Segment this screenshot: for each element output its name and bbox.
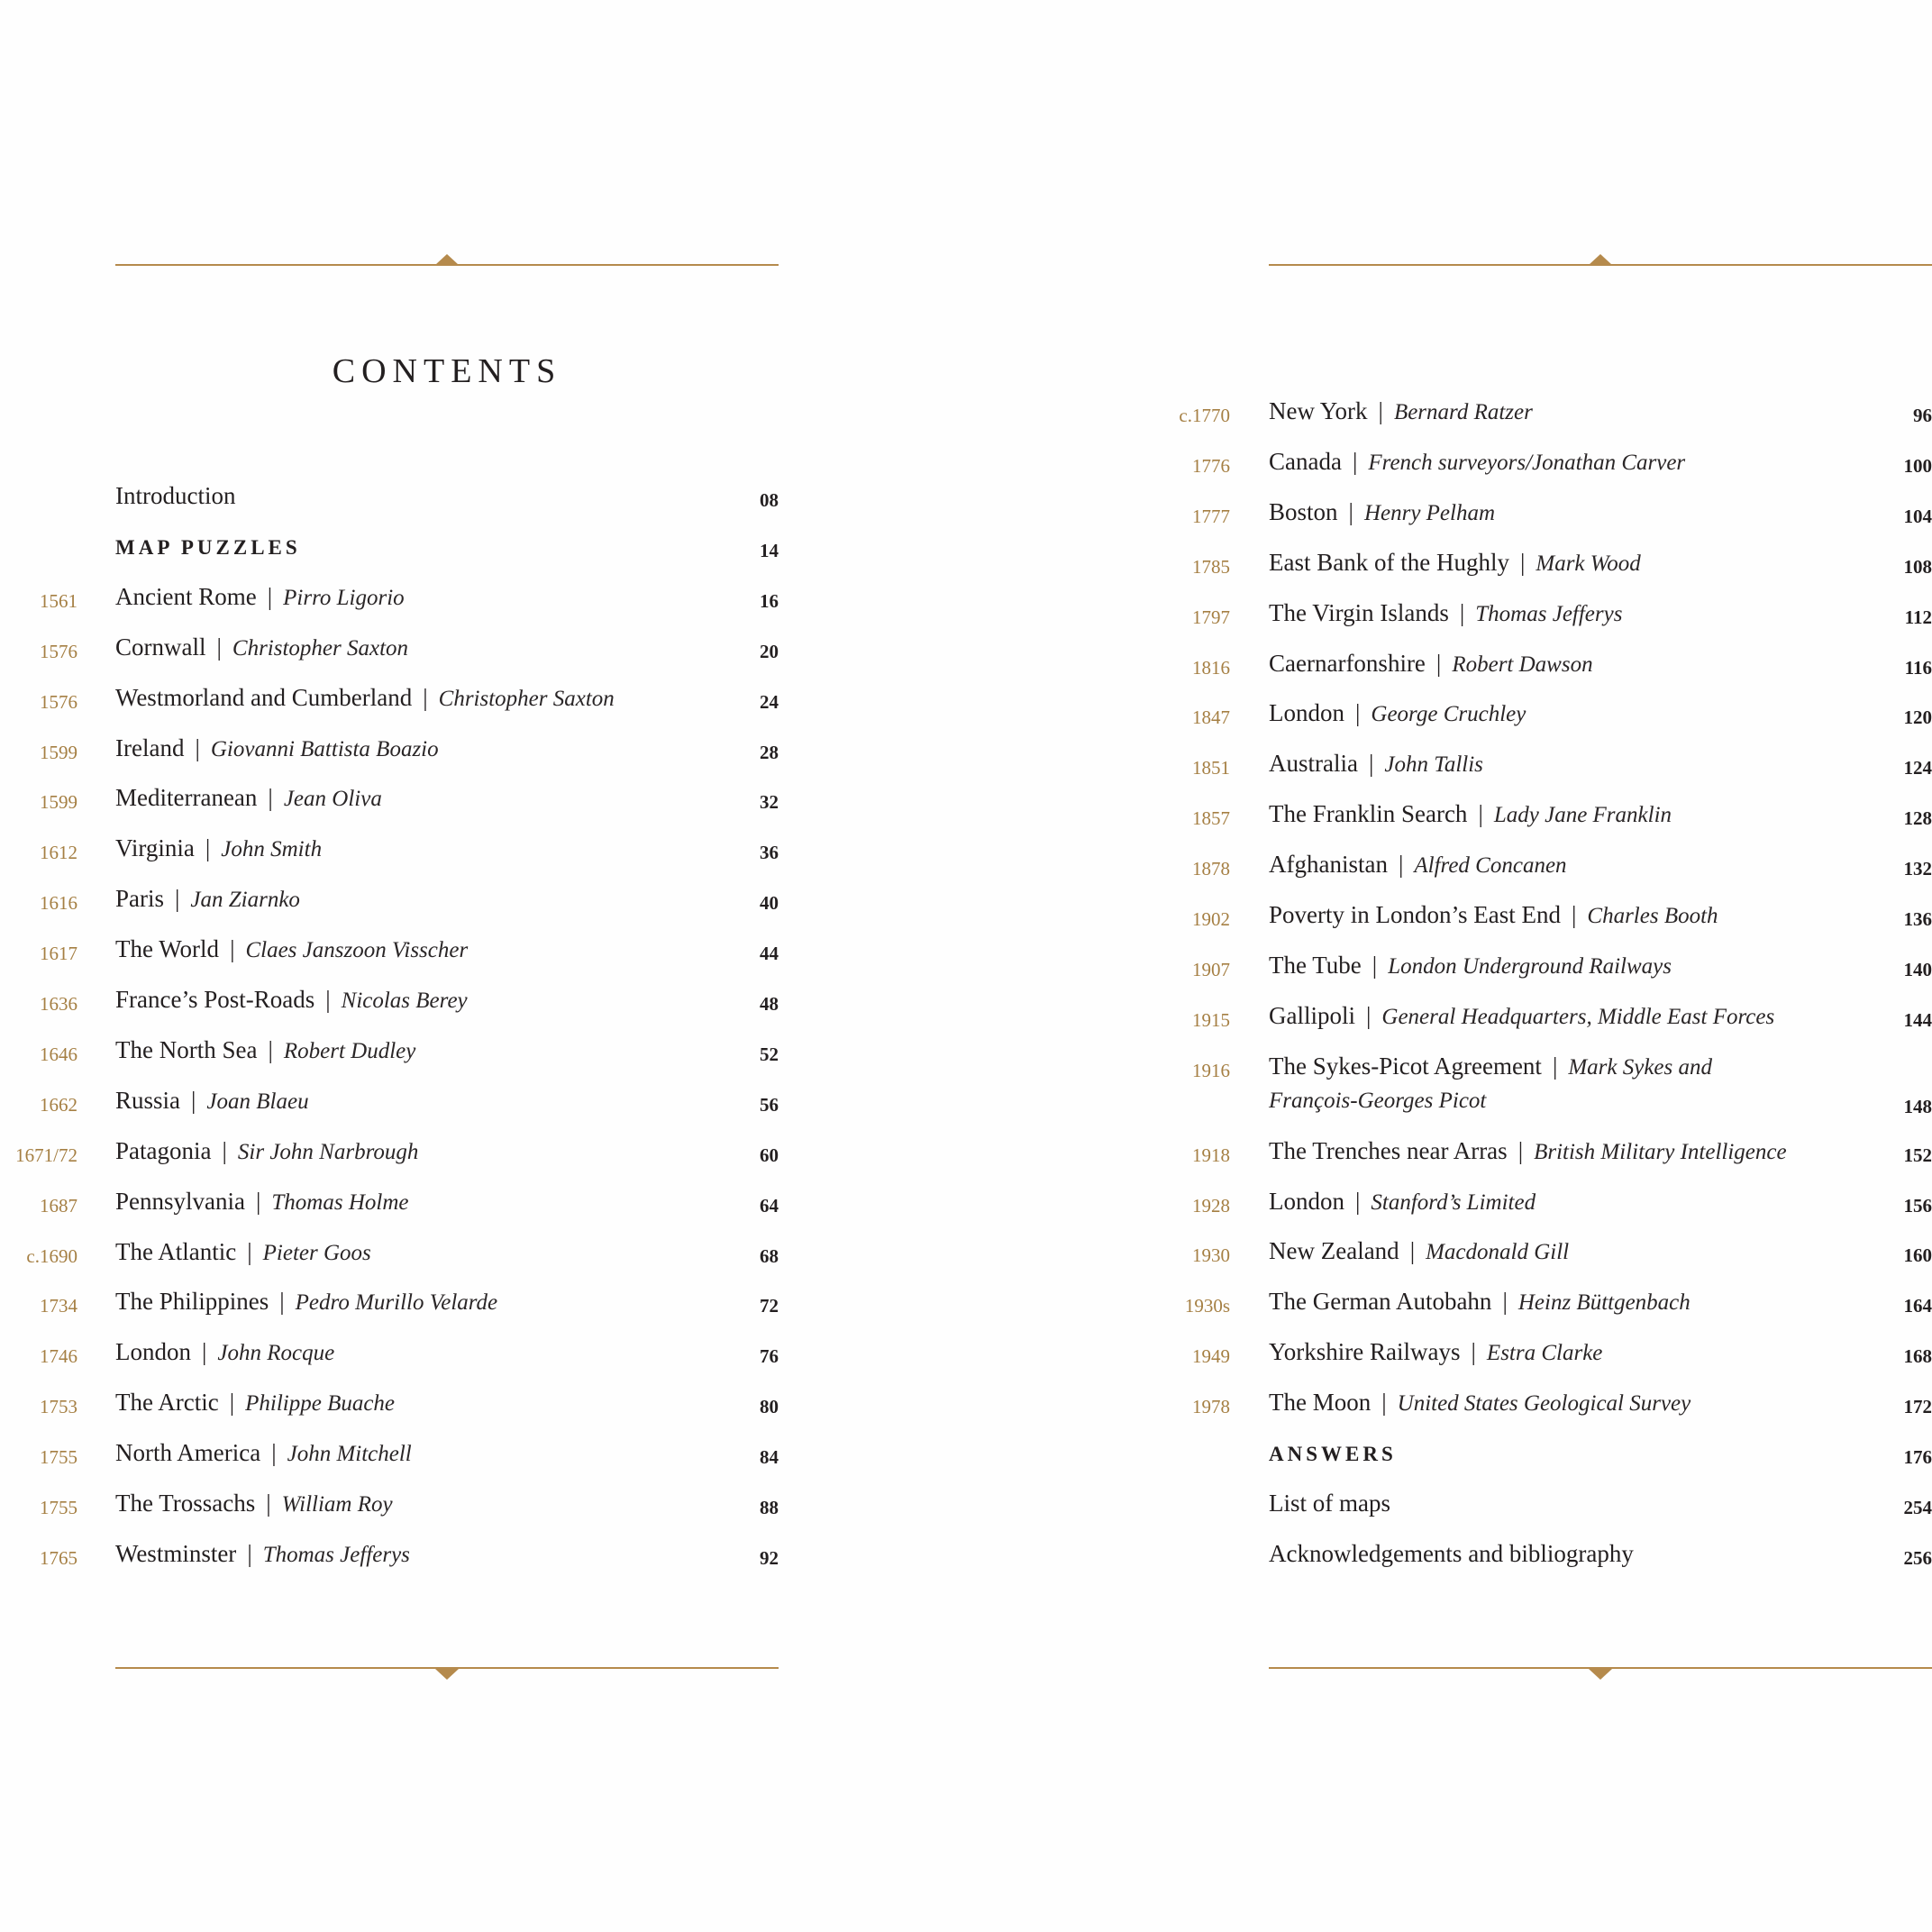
toc-right-list [966,397,1932,1587]
toc-entry[interactable] [0,1238,786,1289]
entry-author: Bernard Ratzer [1393,400,1533,424]
entry-author: London Underground Railways [1388,953,1672,979]
entry-year: 1612 [40,842,77,864]
entry-page-number: 140 [1903,958,1932,980]
entry-page-number: 124 [1903,757,1932,779]
entry-year: 1816 [1192,656,1230,679]
entry-year: c.1770 [1179,405,1230,426]
entry-separator: | [267,582,273,610]
right-page [966,0,1932,1932]
entry-page-number: 128 [1903,807,1932,830]
entry-page-number: 120 [1903,706,1932,729]
entry-author: Heinz Büttgenbach [1517,1290,1690,1316]
entry-separator: | [1355,699,1361,727]
entry-page-number: 24 [760,690,779,713]
entry-year: 1915 [1192,1008,1230,1031]
entry-place: Patagonia [115,1136,212,1164]
entry-separator: | [266,1490,271,1517]
entry-year: 1755 [40,1497,77,1518]
toc-entry[interactable] [966,397,1932,448]
entry-year: 1776 [1192,454,1230,477]
entry-page-number: 152 [1903,1144,1932,1166]
entry-author: Philippe Buache [245,1391,396,1417]
entry-page-number: 176 [1903,1446,1932,1468]
entry-page-number: 104 [1903,505,1932,527]
entry-page-number: 156 [1903,1194,1932,1217]
entry-author: Christopher Saxton [438,686,615,711]
entry-year: 1576 [40,690,77,713]
entry-page-number: 148 [1903,1095,1932,1117]
entry-separator: | [202,1338,207,1366]
entry-place: Australia [1269,750,1358,778]
entry-year: 1576 [40,640,77,662]
entry-place: New Zealand [1269,1237,1399,1265]
toc-entry[interactable] [0,935,786,986]
entry-separator: | [1435,649,1442,677]
entry-page-number: 254 [1903,1496,1932,1518]
entry-place: The Moon [1269,1389,1372,1417]
entry-place: East Bank of the Hughly [1269,548,1509,576]
bottom-ornament-left [435,1669,459,1680]
entry-author: General Headquarters, Middle East Forces [1381,1004,1775,1029]
entry-place: The Sykes-Picot Agreement [1269,1052,1542,1080]
top-ornament-left [435,254,459,265]
entry-place: Paris [115,885,164,913]
entry-separator: | [191,1086,196,1114]
entry-year: 1902 [1192,908,1230,930]
entry-separator: | [175,885,180,913]
entry-place: Ancient Rome [115,582,257,610]
entry-separator: | [1398,851,1404,879]
entry-place: London [1269,699,1344,727]
entry-place: Virginia [115,834,195,862]
toc-entry[interactable] [966,1237,1932,1288]
toc-entry[interactable] [0,1338,786,1389]
entry-author: Alfred Concanen [1414,853,1567,879]
entry-year: 1599 [40,741,77,763]
entry-year: 1949 [1192,1345,1230,1368]
entry-year: 1930s [1184,1295,1230,1317]
toc-entry[interactable] [966,448,1932,498]
entry-page-number: 136 [1903,908,1932,930]
entry-year: 1847 [1192,706,1230,729]
entry-author: Macdonald Gill [1426,1240,1570,1265]
entry-author: Lady Jane Franklin [1493,803,1672,828]
entry-page-number: 172 [1903,1396,1932,1418]
entry-year: 1785 [1192,555,1230,578]
entry-separator: | [1571,901,1577,928]
entry-separator: | [423,683,428,711]
entry-page-number: 88 [760,1497,779,1518]
entry-separator: | [1552,1052,1558,1080]
entry-title: Acknowledgements and bibliography [1269,1539,1634,1567]
entry-author: Joan Blaeu [206,1089,309,1114]
entry-place: The Franklin Search [1269,800,1468,828]
entry-author: Pieter Goos [262,1240,371,1265]
entry-year: 1616 [40,892,77,915]
entry-year: 1918 [1192,1144,1230,1166]
entry-author: Mark Wood [1536,551,1641,576]
entry-author: Charles Booth [1587,904,1718,928]
entry-author: United States Geological Survey [1397,1391,1691,1417]
toc-entry[interactable] [0,583,786,633]
entry-author: French surveyors/Jonathan Carver [1368,450,1686,475]
toc-entry[interactable] [966,1439,1932,1490]
entry-author: John Mitchell [287,1442,412,1467]
entry-place: The Virgin Islands [1269,598,1449,626]
entry-year: 1755 [40,1446,77,1469]
toc-entry[interactable] [0,784,786,834]
entry-year: 1671/72 [15,1144,77,1166]
entry-page-number: 14 [760,539,779,561]
entry-title: List of maps [1269,1489,1390,1517]
entry-year: c.1690 [26,1244,77,1267]
entry-year: 1662 [40,1093,77,1116]
entry-page-number: 28 [760,741,779,763]
entry-separator: | [1502,1288,1508,1316]
entry-place: Poverty in London’s East End [1269,901,1561,928]
entry-place: Mediterranean [115,784,258,812]
entry-place: The Trenches near Arras [1269,1136,1508,1164]
entry-author: Mark Sykes and [1568,1054,1713,1080]
entry-author: Christopher Saxton [232,635,409,661]
entry-separator: | [271,1439,277,1467]
entry-separator: | [1381,1389,1387,1417]
entry-author: Pedro Murillo Velarde [295,1290,498,1316]
entry-separator: | [1372,951,1378,979]
entry-author: George Cruchley [1371,702,1526,727]
entry-page-number: 108 [1903,555,1932,578]
entry-place: The Trossachs [115,1490,256,1517]
entry-place: London [1269,1187,1344,1215]
toc-entry[interactable] [0,1137,786,1188]
toc-entry[interactable] [966,1490,1932,1540]
entry-separator: | [1366,1001,1372,1029]
entry-author: Giovanni Battista Boazio [210,736,439,761]
entry-separator: | [216,633,222,661]
entry-place: The World [115,935,220,963]
toc-entry[interactable] [966,1338,1932,1389]
toc-entry[interactable] [0,1188,786,1238]
entry-year: 1916 [1192,1059,1230,1081]
entry-author: Henry Pelham [1363,500,1496,525]
entry-year: 1928 [1192,1194,1230,1217]
entry-year: 1878 [1192,858,1230,880]
toc-entry[interactable] [966,1052,1932,1117]
entry-place: London [115,1338,191,1366]
entry-separator: | [268,1035,273,1063]
entry-page-number: 20 [760,640,779,662]
entry-author: John Rocque [217,1341,335,1366]
entry-year: 1734 [40,1295,77,1317]
entry-year: 1857 [1192,807,1230,830]
entry-page-number: 160 [1903,1244,1932,1267]
toc-entry[interactable] [0,533,786,583]
toc-entry[interactable] [966,1540,1932,1590]
entry-page-number: 16 [760,589,779,612]
entry-separator: | [195,734,200,761]
entry-place: The German Autobahn [1269,1288,1492,1316]
entry-year: 1907 [1192,958,1230,980]
entry-author: William Roy [281,1492,393,1517]
entry-place: The Tube [1269,951,1362,979]
toc-entry[interactable] [0,885,786,935]
toc-entry[interactable] [0,834,786,885]
entry-place: Boston [1269,497,1338,525]
entry-place: The Atlantic [115,1237,237,1265]
entry-year: 1765 [40,1546,77,1569]
entry-separator: | [1517,1136,1524,1164]
entry-place: Afghanistan [1269,851,1388,879]
entry-place: Russia [115,1086,181,1114]
page-title: CONTENTS [332,352,562,390]
entry-title: Introduction [115,482,236,509]
entry-page-number: 68 [760,1244,779,1267]
entry-author: Robert Dudley [283,1038,416,1063]
entry-separator: | [1355,1187,1361,1215]
entry-place: Westminster [115,1539,237,1567]
entry-separator: | [1352,447,1358,475]
toc-entry[interactable] [966,952,1932,1002]
entry-year: 1851 [1192,757,1230,779]
entry-page-number: 112 [1904,606,1932,628]
entry-year: 1930 [1192,1244,1230,1267]
entry-year: 1777 [1192,505,1230,527]
entry-separator: | [1459,598,1465,626]
entry-page-number: 40 [760,892,779,915]
entry-year: 1687 [40,1194,77,1217]
toc-entry[interactable] [966,750,1932,800]
entry-separator: | [1519,548,1526,576]
entry-year: 1646 [40,1043,77,1065]
entry-separator: | [222,1136,227,1164]
toc-entry[interactable] [966,851,1932,901]
entry-author-continued: François-Georges Picot [1269,1088,1487,1113]
entry-separator: | [1378,397,1383,424]
entry-author: Nicolas Berey [341,989,468,1013]
entry-page-number: 100 [1903,454,1932,477]
toc-entry[interactable] [966,901,1932,952]
entry-author: Thomas Jefferys [262,1542,410,1567]
entry-place: The Arctic [115,1389,219,1417]
entry-separator: | [1409,1237,1416,1265]
toc-entry[interactable] [0,1439,786,1490]
entry-year: 1753 [40,1396,77,1418]
toc-entry[interactable] [0,1540,786,1590]
entry-place: The Philippines [115,1288,269,1316]
entry-separator: | [1368,750,1374,778]
entry-author: Thomas Holme [271,1189,409,1215]
toc-entry[interactable] [966,699,1932,750]
entry-separator: | [247,1237,252,1265]
entry-author: Sir John Narbrough [237,1139,419,1164]
entry-page-number: 256 [1903,1546,1932,1569]
entry-page-number: 36 [760,842,779,864]
entry-year: 1636 [40,993,77,1015]
toc-entry[interactable] [0,633,786,684]
entry-page-number: 56 [760,1093,779,1116]
toc-entry[interactable] [966,800,1932,851]
entry-year: 1561 [40,589,77,612]
entry-place: Pennsylvania [115,1187,245,1215]
entry-author: Claes Janszoon Visscher [245,938,469,963]
entry-page-number: 72 [760,1295,779,1317]
entry-page-number: 168 [1903,1345,1932,1368]
entry-place: Canada [1269,447,1342,475]
entry-separator: | [230,935,235,963]
entry-place: New York [1269,397,1368,424]
toc-entry[interactable] [966,650,1932,700]
toc-entry[interactable] [0,684,786,734]
entry-author: Jan Ziarnko [190,888,300,913]
entry-separator: | [1348,497,1353,525]
entry-author: Pirro Ligorio [283,585,405,610]
toc-left-list [0,482,786,1581]
entry-page-number: 164 [1903,1295,1932,1317]
entry-place: The North Sea [115,1035,258,1063]
entry-year: 1978 [1192,1396,1230,1418]
top-ornament-right [1589,254,1612,265]
entry-place: Westmorland and Cumberland [115,683,413,711]
entry-page-number: 32 [760,791,779,814]
entry-year: 1746 [40,1345,77,1368]
entry-year: 1599 [40,791,77,814]
entry-page-number: 52 [760,1043,779,1065]
entry-page-number: 80 [760,1396,779,1418]
entry-place: Yorkshire Railways [1269,1338,1461,1366]
entry-place: Gallipoli [1269,1001,1355,1029]
toc-entry[interactable] [966,1137,1932,1188]
entry-page-number: 60 [760,1144,779,1166]
entry-author: John Tallis [1384,752,1483,778]
entry-separator: | [279,1288,285,1316]
entry-separator: | [205,834,211,862]
entry-place: France’s Post-Roads [115,986,315,1013]
toc-entry[interactable] [966,1389,1932,1439]
entry-separator: | [255,1187,261,1215]
entry-place: North America [115,1439,261,1467]
entry-title: MAP PUZZLES [115,535,301,559]
entry-separator: | [247,1539,252,1567]
entry-place: Caernarfonshire [1269,649,1426,677]
toc-entry[interactable] [966,1002,1932,1053]
entry-page-number: 44 [760,943,779,965]
toc-entry[interactable] [0,1036,786,1087]
entry-author: Jean Oliva [283,787,382,812]
entry-page-number: 08 [760,489,779,511]
entry-page-number: 76 [760,1345,779,1368]
entry-author: John Smith [221,837,323,862]
toc-entry[interactable] [0,482,786,533]
toc-entry[interactable] [0,734,786,785]
toc-entry[interactable] [0,1288,786,1338]
entry-page-number: 96 [1913,405,1932,426]
entry-author: Robert Dawson [1452,652,1593,677]
entry-year: 1617 [40,943,77,965]
entry-year: 1797 [1192,606,1230,628]
entry-author: Thomas Jefferys [1475,601,1623,626]
toc-entry[interactable] [966,549,1932,599]
entry-page-number: 92 [760,1546,779,1569]
entry-separator: | [325,986,331,1013]
entry-separator: | [229,1389,235,1417]
toc-entry[interactable] [966,599,1932,650]
toc-entry[interactable] [0,1087,786,1137]
entry-page-number: 116 [1904,656,1932,679]
entry-place: Cornwall [115,633,206,661]
toc-entry[interactable] [0,1389,786,1439]
entry-page-number: 84 [760,1446,779,1469]
bottom-ornament-right [1589,1669,1612,1680]
entry-author: Estra Clarke [1486,1341,1603,1366]
toc-entry[interactable] [0,1490,786,1540]
entry-author: British Military Intelligence [1534,1139,1787,1164]
toc-entry[interactable] [966,498,1932,549]
entry-page-number: 144 [1903,1008,1932,1031]
toc-entry[interactable] [0,986,786,1036]
entry-separator: | [268,784,273,812]
entry-page-number: 48 [760,993,779,1015]
entry-separator: | [1471,1338,1476,1366]
entry-place: Ireland [115,734,185,761]
entry-author: Stanford’s Limited [1371,1189,1536,1215]
entry-title: ANSWERS [1269,1443,1397,1465]
entry-page-number: 132 [1903,858,1932,880]
entry-title [1269,1053,1712,1080]
entry-separator: | [1478,800,1483,828]
toc-entry[interactable] [966,1288,1932,1338]
toc-entry[interactable] [966,1188,1932,1238]
entry-page-number: 64 [760,1194,779,1217]
